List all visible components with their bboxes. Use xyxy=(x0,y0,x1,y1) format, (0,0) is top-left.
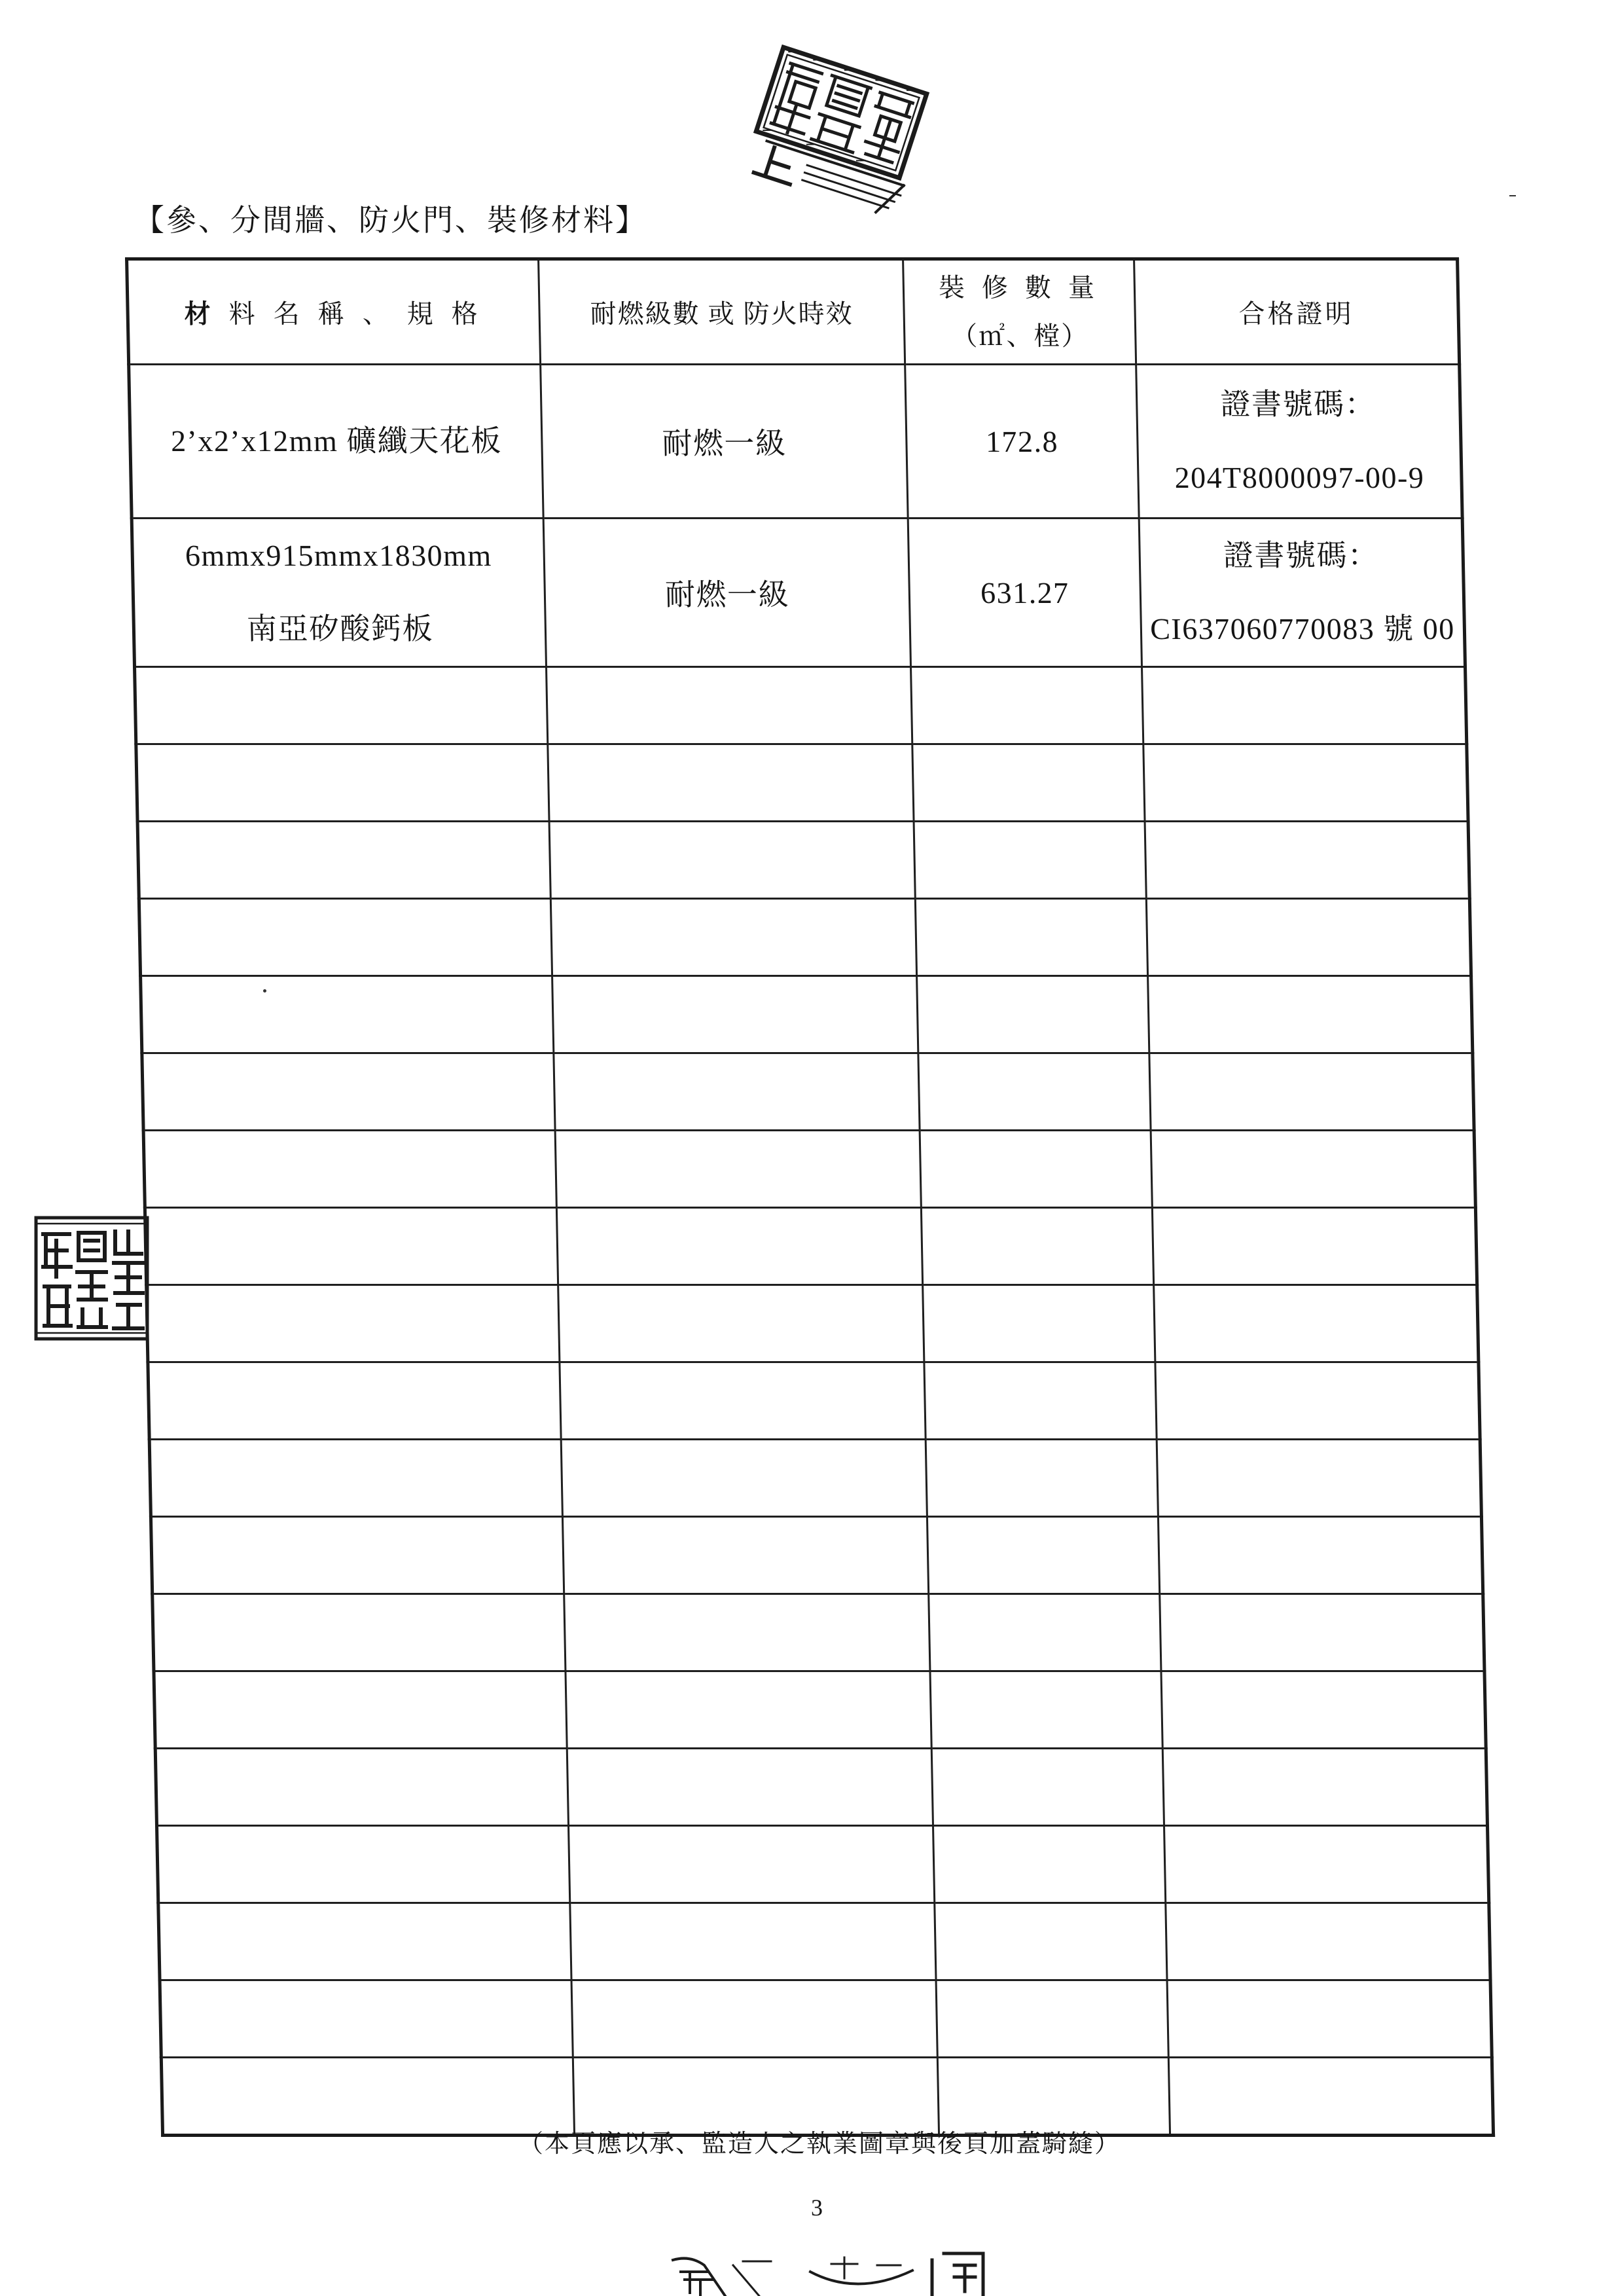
table-cell-empty xyxy=(571,1980,937,2058)
table-cell-empty xyxy=(1158,1517,1483,1594)
table-cell-empty xyxy=(561,1440,927,1517)
table-cell-empty xyxy=(549,822,915,899)
table-cell-empty xyxy=(1164,1826,1488,1903)
table-cell-empty xyxy=(547,667,912,744)
quantity-cell xyxy=(908,519,1142,667)
table-cell-empty xyxy=(931,1749,1164,1826)
fire-rating: 耐燃一級 xyxy=(661,427,787,460)
table-cell-empty xyxy=(915,899,1147,976)
table-cell-empty xyxy=(136,744,549,822)
table-cell-empty xyxy=(937,2058,1170,2136)
table-cell-empty xyxy=(933,1826,1165,1903)
table-cell-empty xyxy=(560,1362,926,1440)
table-row-empty xyxy=(153,1594,1484,1671)
table-cell-empty xyxy=(1166,1903,1490,1980)
material-spec: 6mmx915mmx1830mm xyxy=(185,539,493,572)
certificate-label: 證書號碼： xyxy=(1223,539,1379,572)
table-row-empty xyxy=(148,1362,1480,1440)
material-name-cell xyxy=(132,519,546,667)
table-cell-empty xyxy=(149,1440,562,1517)
scan-speck xyxy=(263,989,266,993)
table-cell-empty xyxy=(141,976,554,1053)
left-seal-stamp xyxy=(33,1214,151,1342)
table-cell-empty xyxy=(566,1671,931,1749)
table-cell-empty xyxy=(1146,899,1471,976)
table-cell-empty xyxy=(137,822,550,899)
table-cell-empty xyxy=(148,1362,561,1440)
table-cell-empty xyxy=(1151,1131,1475,1208)
table-row-empty xyxy=(145,1208,1477,1285)
header-certificate xyxy=(1134,259,1460,365)
table-cell-empty xyxy=(161,2058,574,2136)
header-quantity-label: 裝 修 數 量 xyxy=(938,272,1100,302)
table-row-empty xyxy=(135,667,1467,744)
materials-table xyxy=(125,257,1495,2137)
table-cell-empty xyxy=(158,1903,571,1980)
header-certificate-label: 合格證明 xyxy=(1238,299,1355,329)
material-name-cell xyxy=(129,365,544,519)
table-row-empty xyxy=(160,1980,1492,2058)
material-name: 南亞矽酸鈣板 xyxy=(246,612,434,646)
table-cell-empty xyxy=(918,1053,1151,1131)
table-row-empty xyxy=(141,976,1473,1053)
header-material-name-rest: 料 名 稱 、 規 格 xyxy=(216,299,484,329)
table-cell-empty xyxy=(555,1131,921,1208)
table-cell-empty xyxy=(917,976,1149,1053)
table-row-empty xyxy=(142,1053,1474,1131)
table-cell-empty xyxy=(935,1903,1167,1980)
table-row-empty xyxy=(154,1671,1486,1749)
table-cell-empty xyxy=(156,1826,569,1903)
material-name: 2’x2’x12mm 礦纖天花板 xyxy=(170,424,503,458)
table-cell-empty xyxy=(147,1285,560,1362)
table-cell-empty xyxy=(1161,1671,1486,1749)
footer-note: （本頁應以承、監造人之執業圖章與後頁加蓋騎縫） xyxy=(518,2130,1121,2158)
table-cell-empty xyxy=(556,1208,922,1285)
table-cell-empty xyxy=(570,1903,936,1980)
table-cell-empty xyxy=(552,976,918,1053)
quantity-value: 172.8 xyxy=(985,424,1059,458)
table-cell-empty xyxy=(573,2058,939,2136)
certificate-cell xyxy=(1136,365,1463,519)
table-row-empty xyxy=(136,744,1468,822)
table-row-empty xyxy=(137,822,1469,899)
header-fire-rating xyxy=(539,259,905,365)
table-cell-empty xyxy=(926,1440,1158,1517)
table-cell-empty xyxy=(1145,822,1469,899)
header-fire-rating-label: 耐燃級數 或 防火時效 xyxy=(590,299,854,329)
top-seal-stamp xyxy=(727,43,956,227)
table-cell-empty xyxy=(151,1517,564,1594)
table-row-empty xyxy=(139,899,1471,976)
materials-table-body xyxy=(127,259,1494,2136)
table-cell-empty xyxy=(142,1053,555,1131)
header-material-name xyxy=(127,259,541,365)
table-cell-empty xyxy=(1148,976,1473,1053)
table-header-row xyxy=(127,259,1460,365)
table-cell-empty xyxy=(550,899,916,976)
fire-rating-cell xyxy=(541,365,908,519)
table-row-empty xyxy=(149,1440,1481,1517)
table-row xyxy=(132,519,1465,667)
table-cell-empty xyxy=(139,899,552,976)
table-cell-empty xyxy=(568,1826,934,1903)
table-row-empty xyxy=(158,1903,1490,1980)
bottom-seal-stamp xyxy=(661,2246,995,2296)
table-cell-empty xyxy=(554,1053,920,1131)
table-cell-empty xyxy=(160,1980,573,2058)
table-cell-empty xyxy=(1160,1594,1484,1671)
table-cell-empty xyxy=(1155,1362,1480,1440)
table-cell-empty xyxy=(564,1594,930,1671)
certificate-cell xyxy=(1139,519,1465,667)
table-row-empty xyxy=(143,1131,1475,1208)
table-row-empty xyxy=(161,2058,1493,2136)
table-row-empty xyxy=(156,1826,1488,1903)
table-cell-empty xyxy=(153,1594,566,1671)
quantity-cell xyxy=(905,365,1140,519)
quantity-value: 631.27 xyxy=(980,575,1070,610)
table-cell-empty xyxy=(155,1749,568,1826)
table-cell-empty xyxy=(135,667,548,744)
table-cell-empty xyxy=(548,744,914,822)
table-cell-empty xyxy=(923,1285,1155,1362)
table-cell-empty xyxy=(912,744,1145,822)
header-quantity xyxy=(903,259,1136,365)
scan-speck xyxy=(1509,195,1516,196)
table-cell-empty xyxy=(562,1517,928,1594)
table-cell-empty xyxy=(1167,1980,1492,2058)
fire-rating: 耐燃一級 xyxy=(664,578,790,611)
certificate-label: 證書號碼： xyxy=(1220,388,1376,421)
certificate-number: CI637060770083 號 00 xyxy=(1149,612,1456,646)
table-row xyxy=(129,365,1463,519)
table-cell-empty xyxy=(920,1131,1152,1208)
table-cell-empty xyxy=(154,1671,567,1749)
table-cell-empty xyxy=(1168,2058,1493,2136)
table-cell-empty xyxy=(558,1285,924,1362)
table-cell-empty xyxy=(914,822,1146,899)
table-row-empty xyxy=(151,1517,1483,1594)
table-cell-empty xyxy=(145,1208,558,1285)
table-cell-empty xyxy=(930,1671,1162,1749)
table-cell-empty xyxy=(1152,1208,1477,1285)
table-cell-empty xyxy=(143,1131,556,1208)
fire-rating-cell xyxy=(543,519,910,667)
table-cell-empty xyxy=(921,1208,1153,1285)
table-cell-empty xyxy=(1154,1285,1479,1362)
certificate-number: 204T8000097-00-9 xyxy=(1174,461,1425,494)
table-cell-empty xyxy=(911,667,1143,744)
header-material-name-first-char: 材 xyxy=(184,299,217,329)
table-cell-empty xyxy=(1142,667,1467,744)
table-cell-empty xyxy=(1149,1053,1474,1131)
table-cell-empty xyxy=(1162,1749,1487,1826)
table-cell-empty xyxy=(924,1362,1157,1440)
table-row-empty xyxy=(147,1285,1479,1362)
table-cell-empty xyxy=(927,1517,1159,1594)
table-cell-empty xyxy=(1157,1440,1481,1517)
header-quantity-unit: （㎡、樘） xyxy=(950,321,1089,351)
table-cell-empty xyxy=(936,1980,1168,2058)
table-row-empty xyxy=(155,1749,1487,1826)
table-cell-empty xyxy=(929,1594,1161,1671)
table-cell-empty xyxy=(567,1749,933,1826)
section-title: 【參、分間牆、防火門、裝修材料】 xyxy=(134,204,647,237)
table-cell-empty xyxy=(1143,744,1468,822)
page-number: 3 xyxy=(811,2195,823,2221)
